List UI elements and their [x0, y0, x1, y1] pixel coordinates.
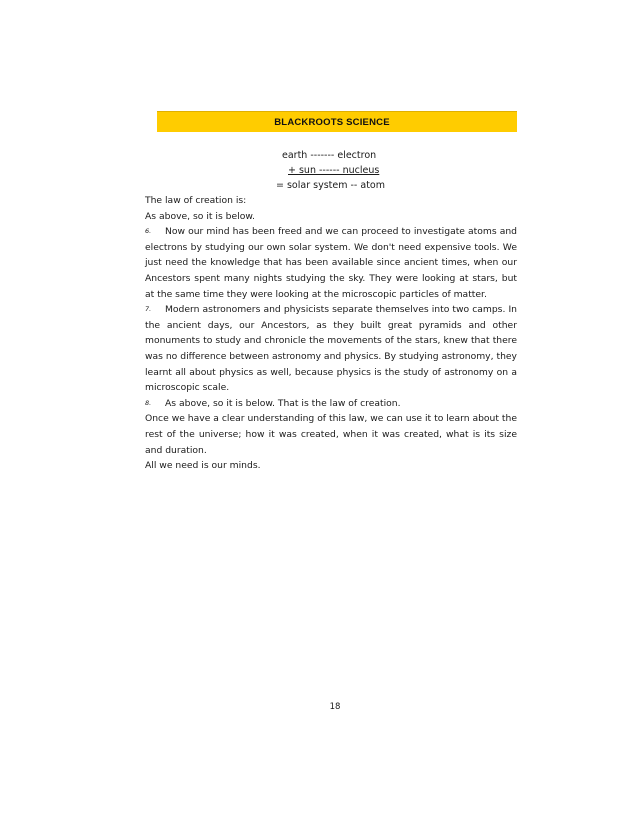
paragraph-text: Modern astronomers and physicists separate themselves into two camps. In the ancient days, our Ancestors, as they built great pyramids and other monuments to study and chronicle the movements of the stars, knew that there was no difference between astronomy and physics. By studying astronomy, they learnt all about physics as well, because physics is the study of astronomy on a microscopic scale. — [145, 304, 517, 394]
paragraph — [145, 411, 517, 458]
page-number: 18 — [329, 702, 341, 712]
numbered-paragraph — [145, 224, 517, 302]
equation-line-3: = solar system -- atom — [276, 180, 385, 191]
paragraph-text: All we need is our minds. — [145, 460, 261, 472]
paragraph-text: The law of creation is: — [145, 195, 247, 206]
numbered-paragraph — [145, 396, 517, 412]
paragraph-number: 7. — [145, 305, 152, 314]
paragraph-text: Now our mind has been freed and we can proceed to investigate atoms and electrons by studying our own solar system. We don't need expensive tools. We just need the knowledge that has been available since ancient times, when our Ancestors spent many nights studying the sky. They were looking at stars, but at the same time they were looking at the microscopic particles of matter. — [145, 226, 517, 300]
paragraph — [145, 209, 517, 225]
header-bar — [157, 111, 517, 132]
equations-block — [276, 148, 385, 193]
header-title: BLACKROOTS SCIENCE — [274, 116, 390, 128]
body-text — [145, 193, 517, 474]
paragraph-text: As above, so it is below. That is the law of creation. — [165, 397, 401, 409]
paragraph — [145, 193, 517, 209]
numbered-paragraph — [145, 302, 517, 396]
equation-line-1: earth ------- electron — [282, 150, 377, 161]
paragraph-number: 8. — [145, 398, 152, 407]
paragraph-number: 6. — [145, 227, 152, 236]
equation-line-2-text: + sun ------ nucleus — [288, 165, 380, 176]
equation-line-2 — [282, 163, 385, 178]
paragraph-text: As above, so it is below. — [145, 210, 255, 222]
paragraph-text: Once we have a clear understanding of this law, we can use it to learn about the rest of the universe; how it was created, when it was created, what is its size and duration. — [145, 413, 517, 456]
paragraph — [145, 458, 517, 474]
